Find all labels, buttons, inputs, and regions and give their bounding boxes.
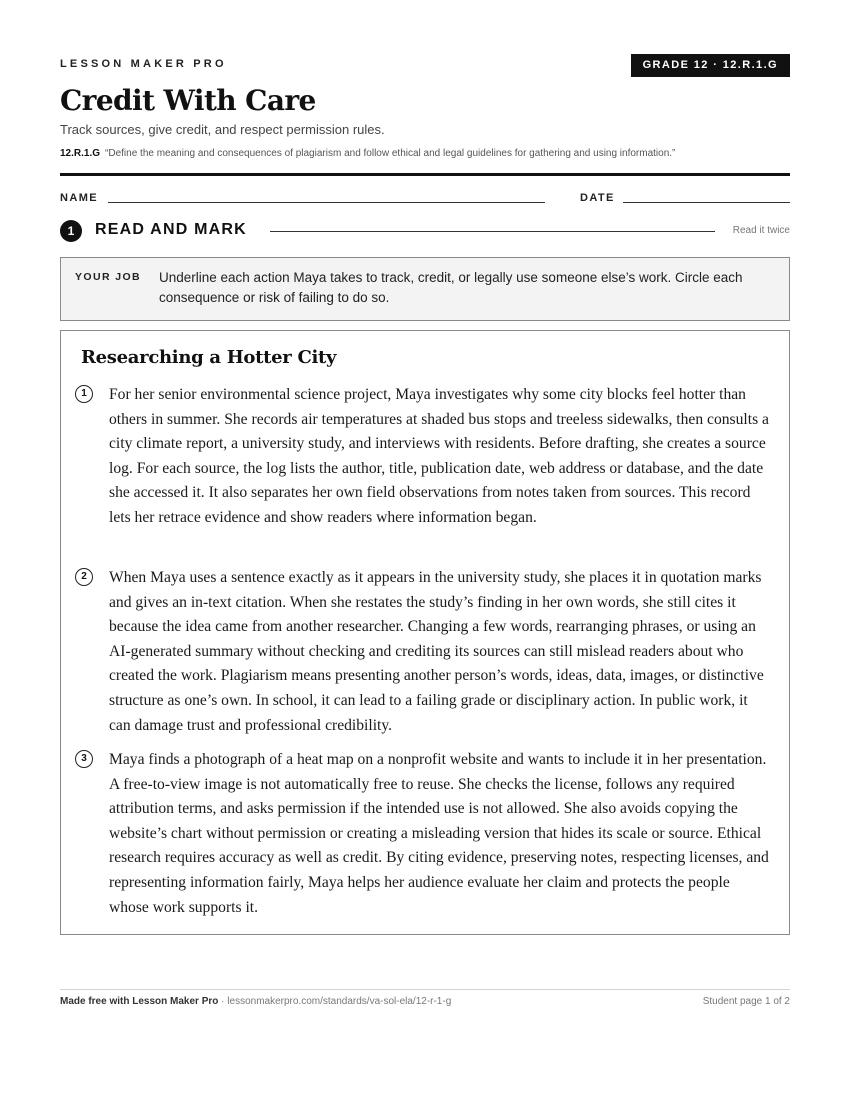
paragraph-text: When Maya uses a sentence exactly as it appears in the university study, she places it in quotation marks and gives an in-text citation. When she restates the study’s finding in her own words, she still cites it because the idea came from another researcher. Changing a few words, rearranging phrases, or using an AI-generated summary without checking and crediting its sources can still mislead readers about who created the work. Plagiarism means presenting another person’s words, ideas, data, images, or distinctive structure as one’s own. In school, it can lead to a failing grade or disciplinary action. In public work, it can damage trust and professional credibility. [109, 569, 764, 734]
paragraph-number: 3 [75, 750, 93, 768]
footer-separator: · [218, 996, 228, 1007]
your-job-label: YOUR JOB [75, 271, 142, 283]
section-header [60, 219, 790, 243]
worksheet-title: Credit With Care [60, 84, 316, 117]
brand-name: LESSON MAKER PRO [60, 58, 227, 70]
paragraph-number: 2 [75, 568, 93, 586]
made-with-text: Made free with Lesson Maker Pro [60, 996, 219, 1007]
standard-text: “Define the meaning and consequences of plagiarism and follow ethical and legal guidelines for gathering and using information.” [105, 148, 676, 159]
footer-url[interactable]: lessonmakerpro.com/standards/va-sol-ela/12-r-1-g [227, 996, 452, 1007]
top-bar [60, 54, 790, 78]
reading-passage [60, 330, 790, 935]
section-number: 1 [60, 220, 82, 242]
your-job-box [60, 257, 790, 321]
section-title: READ AND MARK [95, 221, 247, 238]
worksheet-page [60, 0, 790, 1100]
footer-divider [60, 989, 790, 990]
worksheet-subtitle: Track sources, give credit, and respect permission rules. [60, 122, 385, 137]
header-divider [60, 173, 790, 176]
paragraph-number: 1 [75, 385, 93, 403]
date-label: DATE [580, 192, 615, 204]
date-field[interactable] [623, 202, 790, 203]
standard-code: 12.R.1.G [60, 148, 101, 159]
your-job-text: Underline each action Maya takes to track, credit, or legally use someone else’s work. Circle each consequence or risk of failing to do so. [159, 270, 743, 305]
section-note: Read it twice [732, 225, 790, 236]
footer-credit [60, 996, 451, 1007]
name-field[interactable] [108, 202, 545, 203]
paragraph-text: For her senior environmental science project, Maya investigates why some city blocks feel hotter than others in summer. She records air temperatures at shaded bus stops and treeless sidewalks, then consults a city climate report, a university study, and interviews with residents. Before drafting, she creates a source log. For each source, the log lists the author, title, publication date, web address or database, and the date she accessed it. It also separates her own field observations from notes taken from sources. This record lets her retrace evidence and show readers where information began. [109, 386, 769, 526]
page-number: Student page 1 of 2 [702, 996, 790, 1007]
student-fields [60, 190, 790, 206]
section-divider [270, 231, 715, 232]
paragraph-text: Maya finds a photograph of a heat map on a nonprofit website and wants to include it in her presentation. A free-to-view image is not automatically free to reuse. She checks the license, follows any required attribution terms, and asks permission if the intended use is not allowed. She also avoids copying the website’s chart without permission or creating a misleading version that hides its scale or source. Ethical research requires accuracy as well as credit. By citing evidence, preserving notes, respecting licenses, and representing information fairly, Maya helps her audience evaluate her claim and protects the people whose work supports it. [109, 751, 769, 916]
standard-line [60, 148, 790, 159]
passage-title: Researching a Hotter City [81, 347, 337, 368]
grade-badge: GRADE 12 · 12.R.1.G [631, 54, 790, 77]
name-label: NAME [60, 192, 98, 204]
